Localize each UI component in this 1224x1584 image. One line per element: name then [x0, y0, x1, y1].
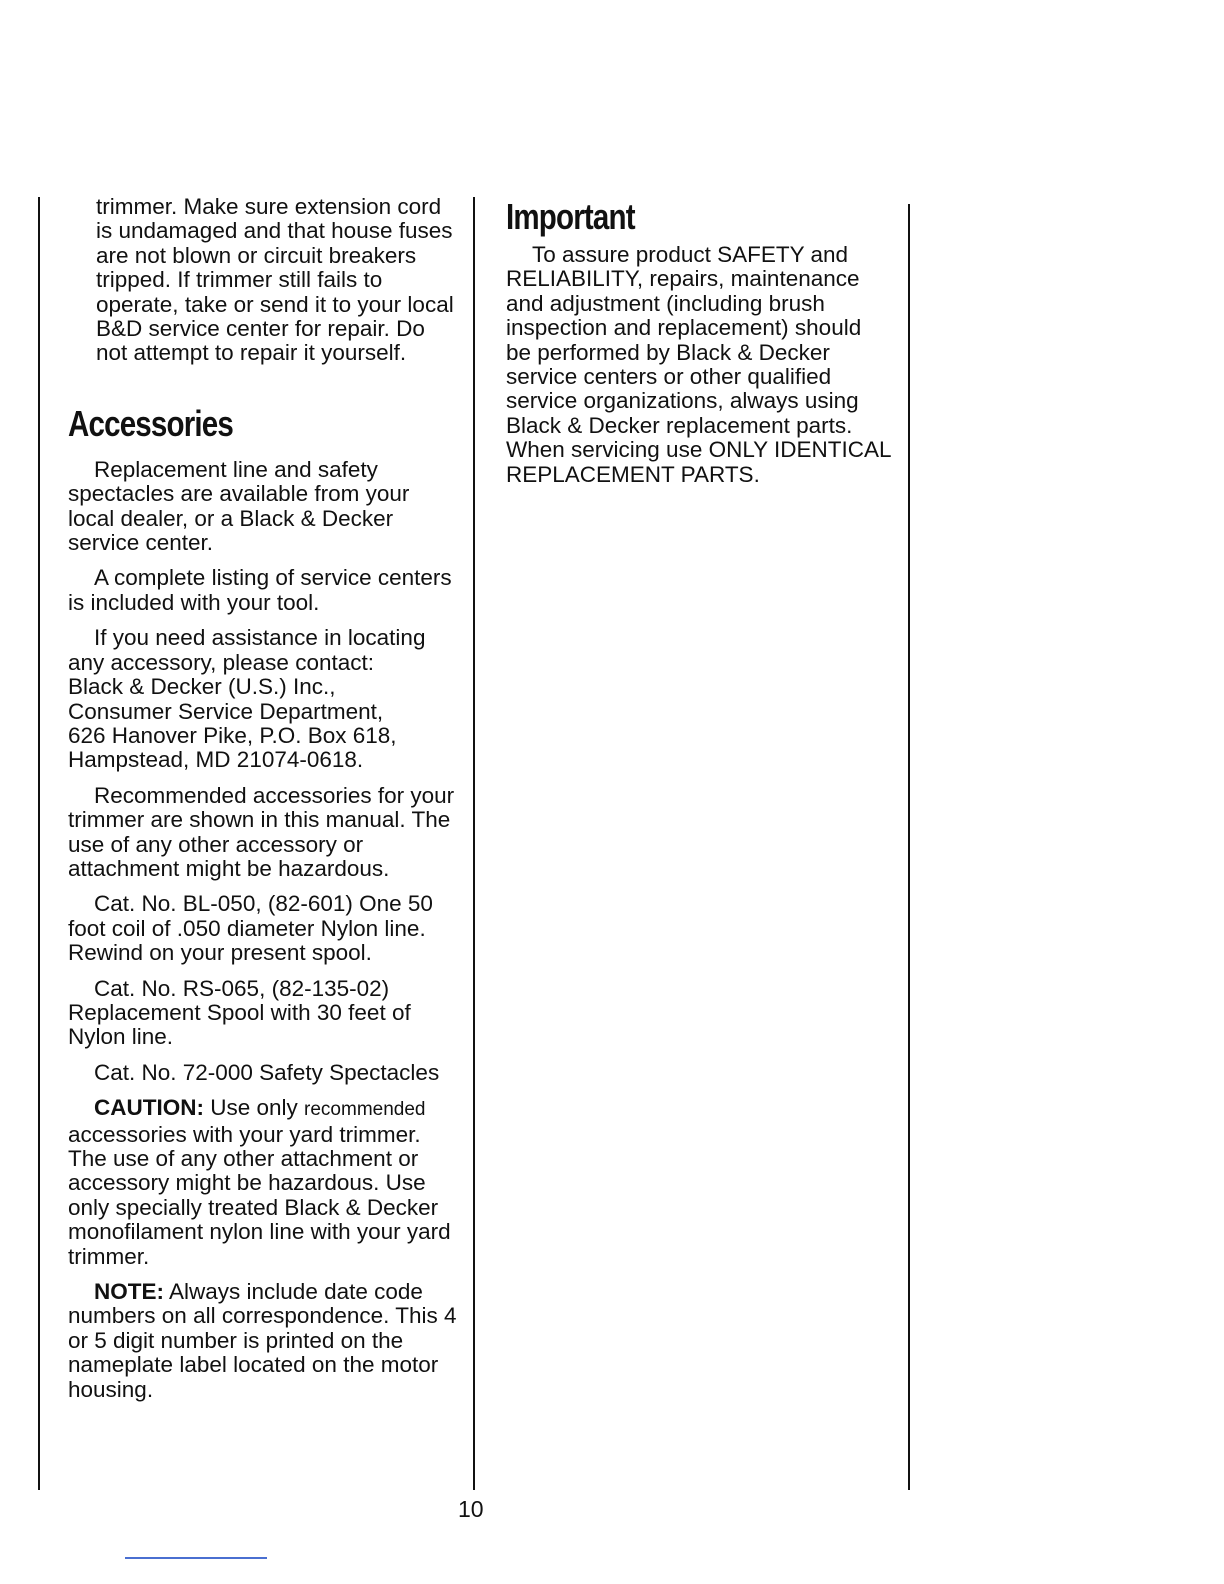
right-column [506, 197, 891, 498]
contact-address [68, 675, 460, 773]
caution-label: CAUTION: [94, 1095, 204, 1121]
address-line-2: Consumer Service Department, [68, 698, 384, 724]
caution-text-1: Use only [203, 1095, 305, 1121]
address-line-3: 626 Hanover Pike, P.O. Box 618, [68, 722, 397, 748]
accessories-paragraph-1: Replacement line and safety spectacles are available from your local dealer, or a Black & Decker service center. [68, 456, 410, 556]
right-border-rule [908, 204, 910, 1490]
accessories-paragraph-2: A complete listing of service centers is included with your tool. [68, 565, 452, 615]
caution-text-2: accessories with your yard trimmer. The use of any other attachment or accessory might be hazardous. Use only specially treated Black & Decker monofilament nylon line with your yard trimmer. [68, 1121, 451, 1269]
catalog-item-72000: Cat. No. 72-000 Safety Spectacles [94, 1059, 440, 1085]
center-divider-rule [473, 197, 475, 1490]
caution-text-small: recommended [304, 1099, 426, 1121]
accessories-heading: Accessories [68, 402, 233, 444]
continuation-paragraph: trimmer. Make sure extension cord is undamaged and that house fuses are not blown or circuit breakers tripped. If trimmer still fails to operate, take or send it to your local B&D service center for repair. Do not attempt to repair it yourself. [96, 194, 454, 366]
address-line-4: Hampstead, MD 21074-0618. [68, 747, 364, 773]
accessories-paragraph-4: Recommended accessories for your trimmer are shown in this manual. The use of any other accessory or attachment might be hazardous. [68, 782, 455, 881]
left-border-rule [38, 197, 40, 1490]
catalog-item-bl050: Cat. No. BL-050, (82-601) One 50 foot coil of .050 diameter Nylon line. Rewind on your present spool. [68, 891, 433, 966]
note-paragraph [68, 1280, 460, 1402]
contact-intro: If you need assistance in locating any accessory, please contact: [68, 625, 426, 675]
scan-artifact-line [125, 1557, 267, 1559]
catalog-item-rs065: Cat. No. RS-065, (82-135-02) Replacement Spool with 30 feet of Nylon line. [68, 975, 411, 1050]
caution-paragraph [68, 1096, 460, 1269]
note-label: NOTE: [94, 1279, 164, 1305]
important-heading: Important [506, 196, 635, 237]
contact-paragraph [68, 626, 460, 675]
important-paragraph: To assure product SAFETY and RELIABILITY, repairs, maintenance and adjustment (including brush inspection and replacement) should be performed by Black & Decker service centers or other qualified service organizations, always using Black & Decker replacement parts. When servicing use ONLY IDENTICAL REPLACEMENT PARTS. [506, 242, 891, 487]
left-column [68, 195, 460, 1413]
note-text: Always include date code numbers on all correspondence. This 4 or 5 digit number is printed on the nameplate label located on the motor housing. [68, 1279, 457, 1402]
address-line-1: Black & Decker (U.S.) Inc., [68, 674, 336, 700]
page-number: 10 [458, 1496, 484, 1522]
